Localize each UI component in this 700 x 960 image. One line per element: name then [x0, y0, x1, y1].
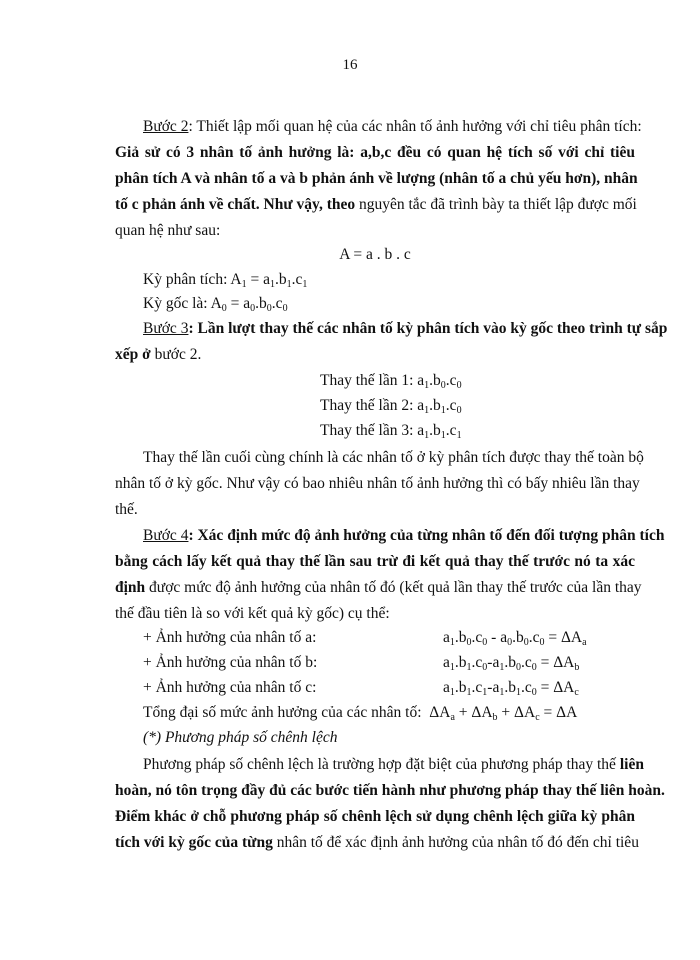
effect-b-label: + Ảnh hưởng của nhân tố b: — [143, 654, 318, 671]
step4-line2: bằng cách lấy kết quả thay thế lần sau trừ đi kết quả thay thế trước nó ta xác — [115, 553, 635, 570]
step2-line5: quan hệ như sau: — [115, 222, 221, 239]
effect-a-label: + Ảnh hưởng của nhân tố a: — [143, 629, 317, 646]
effect-c-label: + Ảnh hưởng của nhân tố c: — [143, 679, 317, 696]
method-line3: Điểm khác ở chỗ phương pháp số chênh lệch sử dụng chênh lệch giữa kỳ phân — [115, 808, 635, 825]
step2-line2: Giả sử có 3 nhân tố ảnh hưởng là: a,b,c đều có quan hệ tích số với chỉ tiêu — [115, 144, 635, 161]
main-formula: A = a . b . c — [339, 246, 411, 263]
method-line4: tích với kỳ gốc của từng nhân tố để xác định ảnh hưởng của nhân tố đó đến chỉ tiêu — [115, 834, 639, 851]
method-line2: hoàn, nó tôn trọng đầy đủ các bước tiến hành như phương pháp thay thế liên hoàn. — [115, 782, 665, 799]
step3-para-line3: thế. — [115, 501, 138, 518]
step4-line3: định được mức độ ảnh hưởng của nhân tố đó (kết quả lần thay thế trước của lần thay — [115, 579, 642, 596]
step2-line1: Bước 2: Thiết lập mối quan hệ của các nhân tố ảnh hưởng với chỉ tiêu phân tích: — [143, 118, 642, 135]
effect-c-formula: $a_1.b_1.c_1-a_1.b_1.c_0 = \Delta A_c$ — [443, 679, 579, 698]
substitution-1: Thay thế lần 1: $a_1.b_0.c_0$ — [320, 372, 462, 391]
step4-label: Bước 4 — [143, 527, 189, 544]
effect-a-formula: $a_1.b_0.c_0 - a_0.b_0.c_0 = \Delta A_a$ — [443, 629, 587, 648]
analysis-period: Kỳ phân tích: $A_1 = a_1.b_1.c_1$ — [143, 271, 308, 290]
substitution-3: Thay thế lần 3: $a_1.b_1.c_1$ — [320, 422, 462, 441]
step3-para-line2: nhân tố ở kỳ gốc. Như vậy có bao nhiêu nhân tố ảnh hưởng thì có bấy nhiêu lần thay — [115, 475, 640, 492]
step2-line3: phân tích A và nhân tố a và b phản ánh về lượng (nhân tố a chủ yếu hơn), nhân — [115, 170, 638, 187]
total-effect: Tổng đại số mức ảnh hưởng của các nhân tố: $\Delta A_a + \Delta A_b + \Delta A_c = \Delta A$ — [143, 704, 578, 723]
step2-line4: tố c phản ánh về chất. Như vậy, theo nguyên tắc đã trình bày ta thiết lập được mối — [115, 196, 637, 213]
method-line1: Phương pháp số chênh lệch là trường hợp đặt biệt của phương pháp thay thế liên — [143, 756, 644, 773]
effect-b-formula: $a_1.b_1.c_0-a_1.b_0.c_0 = \Delta A_b$ — [443, 654, 580, 673]
step3-line2: xếp ở bước 2. — [115, 346, 202, 363]
base-period: Kỳ gốc là: $A_0 = a_0.b_0.c_0$ — [143, 295, 288, 314]
step3-line1: Bước 3: Lần lượt thay thế các nhân tố kỳ phân tích vào kỳ gốc theo trình tự sắp — [143, 320, 668, 337]
step3-para-line1: Thay thế lần cuối cùng chính là các nhân tố ở kỳ phân tích được thay thế toàn bộ — [143, 449, 644, 466]
step4-line1: Bước 4: Xác định mức độ ảnh hưởng của từng nhân tố đến đối tượng phân tích — [143, 527, 665, 544]
step2-label: Bước 2 — [143, 118, 189, 135]
page-number: 16 — [342, 57, 358, 73]
step3-label: Bước 3 — [143, 320, 189, 337]
method-heading: (*) Phương pháp số chênh lệch — [143, 729, 338, 746]
substitution-2: Thay thế lần 2: $a_1.b_1.c_0$ — [320, 397, 462, 416]
step4-line4: thế đầu tiên là so với kết quả kỳ gốc) cụ thể: — [115, 605, 390, 622]
